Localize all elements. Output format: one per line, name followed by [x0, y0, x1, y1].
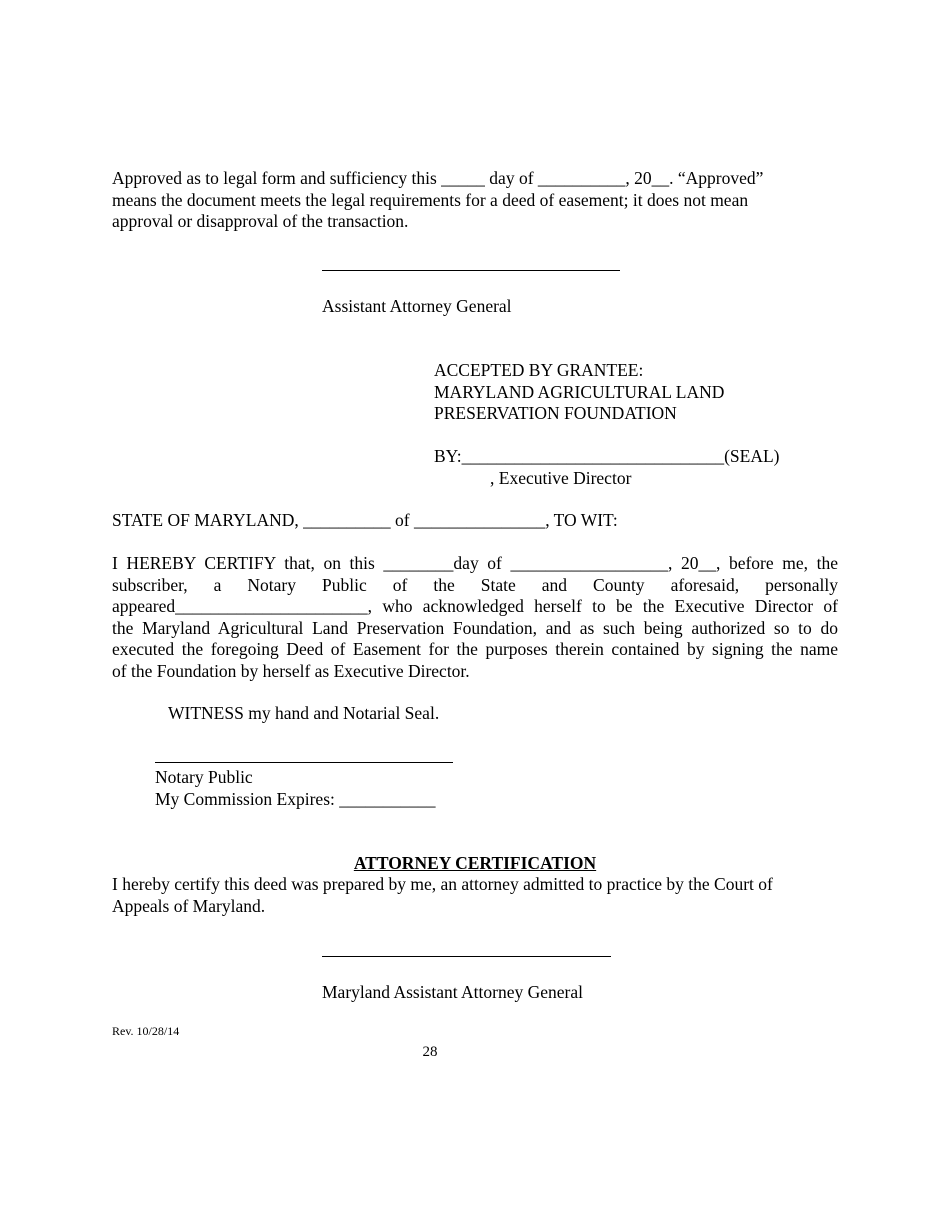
- approval-line-1: Approved as to legal form and sufficiency this _____ day of __________, 20__. “Approved”: [112, 168, 764, 188]
- grantee-line-1: ACCEPTED BY GRANTEE:: [434, 360, 644, 380]
- state-of-maryland-line: STATE OF MARYLAND, __________ of _______________, TO WIT:: [112, 510, 618, 530]
- grantee-line-2: MARYLAND AGRICULTURAL LAND: [434, 381, 725, 402]
- certify-line-3: appeared______________________, who acknowledged herself to be the Executive Director of: [112, 596, 838, 616]
- grantee-by-signature-line: BY:______________________________(SEAL): [434, 446, 780, 466]
- attorney-certification-heading: ATTORNEY CERTIFICATION: [353, 853, 597, 873]
- attorney-signature-line: [322, 956, 611, 957]
- attorney-signature-title: Maryland Assistant Attorney General: [322, 982, 583, 1002]
- attorney-certification-paragraph: [112, 874, 838, 917]
- page-number: 28: [422, 1044, 438, 1060]
- aag-signature-title: Assistant Attorney General: [322, 296, 512, 316]
- executive-director-title: , Executive Director: [490, 468, 632, 488]
- grantee-block: [434, 360, 724, 425]
- grantee-line-3: PRESERVATION FOUNDATION: [434, 403, 677, 423]
- certify-line-5: executed the foregoing Deed of Easement for the purposes therein contained by signing the name: [112, 639, 838, 659]
- certify-line-6: of the Foundation by herself as Executive Director.: [112, 660, 470, 681]
- certify-paragraph: [112, 553, 838, 682]
- approval-paragraph: [112, 168, 838, 233]
- notary-signature-line: [155, 762, 453, 763]
- certify-line-2: subscriber, a Notary Public of the State and County aforesaid, personally: [112, 574, 838, 595]
- attorney-line-1: I hereby certify this deed was prepared by me, an attorney admitted to practice by the Court of: [112, 874, 773, 894]
- certify-line-4: the Maryland Agricultural Land Preservation Foundation, and as such being authorized so to do: [112, 617, 838, 638]
- aag-signature-line: [322, 270, 620, 271]
- witness-line: WITNESS my hand and Notarial Seal.: [168, 703, 440, 723]
- approval-line-2: means the document meets the legal requirements for a deed of easement; it does not mean: [112, 189, 749, 210]
- approval-line-3: approval or disapproval of the transaction.: [112, 211, 409, 231]
- notary-public-title: Notary Public: [155, 767, 253, 787]
- notary-block: [155, 767, 436, 810]
- commission-expires-line: My Commission Expires: ___________: [155, 788, 436, 809]
- certify-line-1: I HEREBY CERTIFY that, on this ________day of __________________, 20__, before me, the: [112, 553, 838, 573]
- attorney-line-2: Appeals of Maryland.: [112, 895, 266, 916]
- revision-date: Rev. 10/28/14: [112, 1024, 180, 1038]
